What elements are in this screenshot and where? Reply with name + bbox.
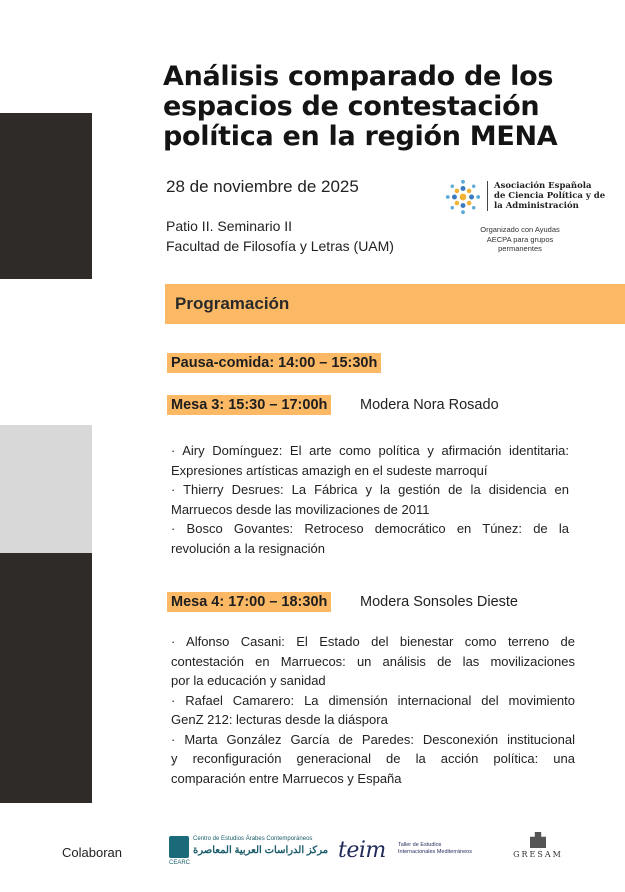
gresam-logo	[508, 832, 568, 859]
organizer-name	[487, 181, 605, 211]
organizer-name-line: la Administración	[494, 201, 579, 211]
talk-line: · Rafael Camarero: La dimensión internacional del movimiento	[171, 692, 575, 708]
mesa-3-moderator: Modera Nora Rosado	[360, 397, 499, 413]
organizer-name-line: Asociación Española	[494, 181, 592, 191]
teim-wordmark: teim	[338, 838, 386, 863]
organizer-note-line: AECPA para grupos	[486, 234, 554, 244]
talk-line: Expresiones artísticas amazigh en el sudeste marroquí	[171, 462, 488, 478]
cearc-emblem-icon	[169, 836, 189, 858]
teim-subtitle-line: Taller de Estudios	[398, 842, 442, 848]
title-line: espacios de contestación	[163, 91, 540, 122]
gresam-name: GRESAM	[513, 850, 563, 859]
talk-line: · Thierry Desrues: La Fábrica y la gestión de la disidencia en	[171, 482, 569, 497]
talk-line: · Bosco Govantes: Retroceso democrático en Túnez: de la	[171, 521, 569, 536]
program-heading-bar	[165, 284, 625, 324]
talk-line: contestación en Marruecos: un análisis de las movilizaciones	[171, 653, 575, 669]
cearc-arabic-name: مركز الدراسات العربية المعاصرة	[193, 845, 329, 856]
event-date: 28 de noviembre de 2025	[166, 177, 359, 196]
talk-line: · Airy Domínguez: El arte como política y afirmación identitaria:	[171, 443, 569, 458]
cearc-name: Centro de Estudios Árabes Contemporáneos	[193, 836, 313, 842]
grey-decor-block	[0, 425, 92, 553]
talk-line: y reconfiguración generacional de la acción política: una	[171, 751, 575, 766]
mesa-4-talks	[171, 632, 575, 788]
collaborators-label: Colaboran	[62, 845, 122, 860]
gresam-tower-icon	[530, 832, 546, 848]
teim-logo	[338, 838, 472, 863]
teim-subtitle	[398, 842, 472, 856]
dark-decor-block-bottom	[0, 553, 92, 803]
mesa-3-talks	[171, 441, 569, 558]
teim-subtitle-line: Internacionales Mediterráneos	[398, 849, 472, 855]
venue-line: Facultad de Filosofía y Letras (UAM)	[166, 238, 394, 254]
mesa-3-label: Mesa 3: 15:30 – 17:00h	[167, 395, 331, 415]
title-line: Análisis comparado de los	[163, 61, 554, 92]
talk-line: comparación entre Marruecos y España	[171, 770, 402, 786]
page-title	[163, 62, 603, 152]
aecpa-logo-icon	[444, 178, 482, 216]
program-heading: Programación	[175, 294, 290, 313]
event-venue	[166, 216, 394, 256]
talk-line: · Alfonso Casani: El Estado del bienestar como terreno de	[171, 634, 575, 649]
mesa-4-moderator: Modera Sonsoles Dieste	[360, 594, 518, 610]
dark-decor-block-top	[0, 113, 92, 279]
talk-line: revolución a la resignación	[171, 540, 325, 556]
talk-line: por la educación y sanidad	[171, 673, 326, 688]
organizer-note-line: permanentes	[498, 244, 542, 253]
title-line: política en la región MENA	[163, 121, 558, 152]
talk-line: · Marta González García de Paredes: Desconexión institucional	[171, 731, 575, 747]
talk-line: Marruecos desde las movilizaciones de 2011	[171, 501, 430, 517]
venue-line: Patio II. Seminario II	[166, 218, 293, 234]
cearc-acronym: CEARC	[169, 860, 191, 866]
organizer-note-line: Organizado con Ayudas	[480, 225, 560, 234]
organizer-name-line: de Ciencia Política y de	[494, 191, 606, 201]
organizer-note	[470, 225, 570, 254]
lunch-break-label: Pausa-comida: 14:00 – 15:30h	[167, 353, 381, 373]
mesa-4-label: Mesa 4: 17:00 – 18:30h	[167, 592, 331, 612]
talk-line: GenZ 212: lecturas desde la diáspora	[171, 712, 388, 727]
